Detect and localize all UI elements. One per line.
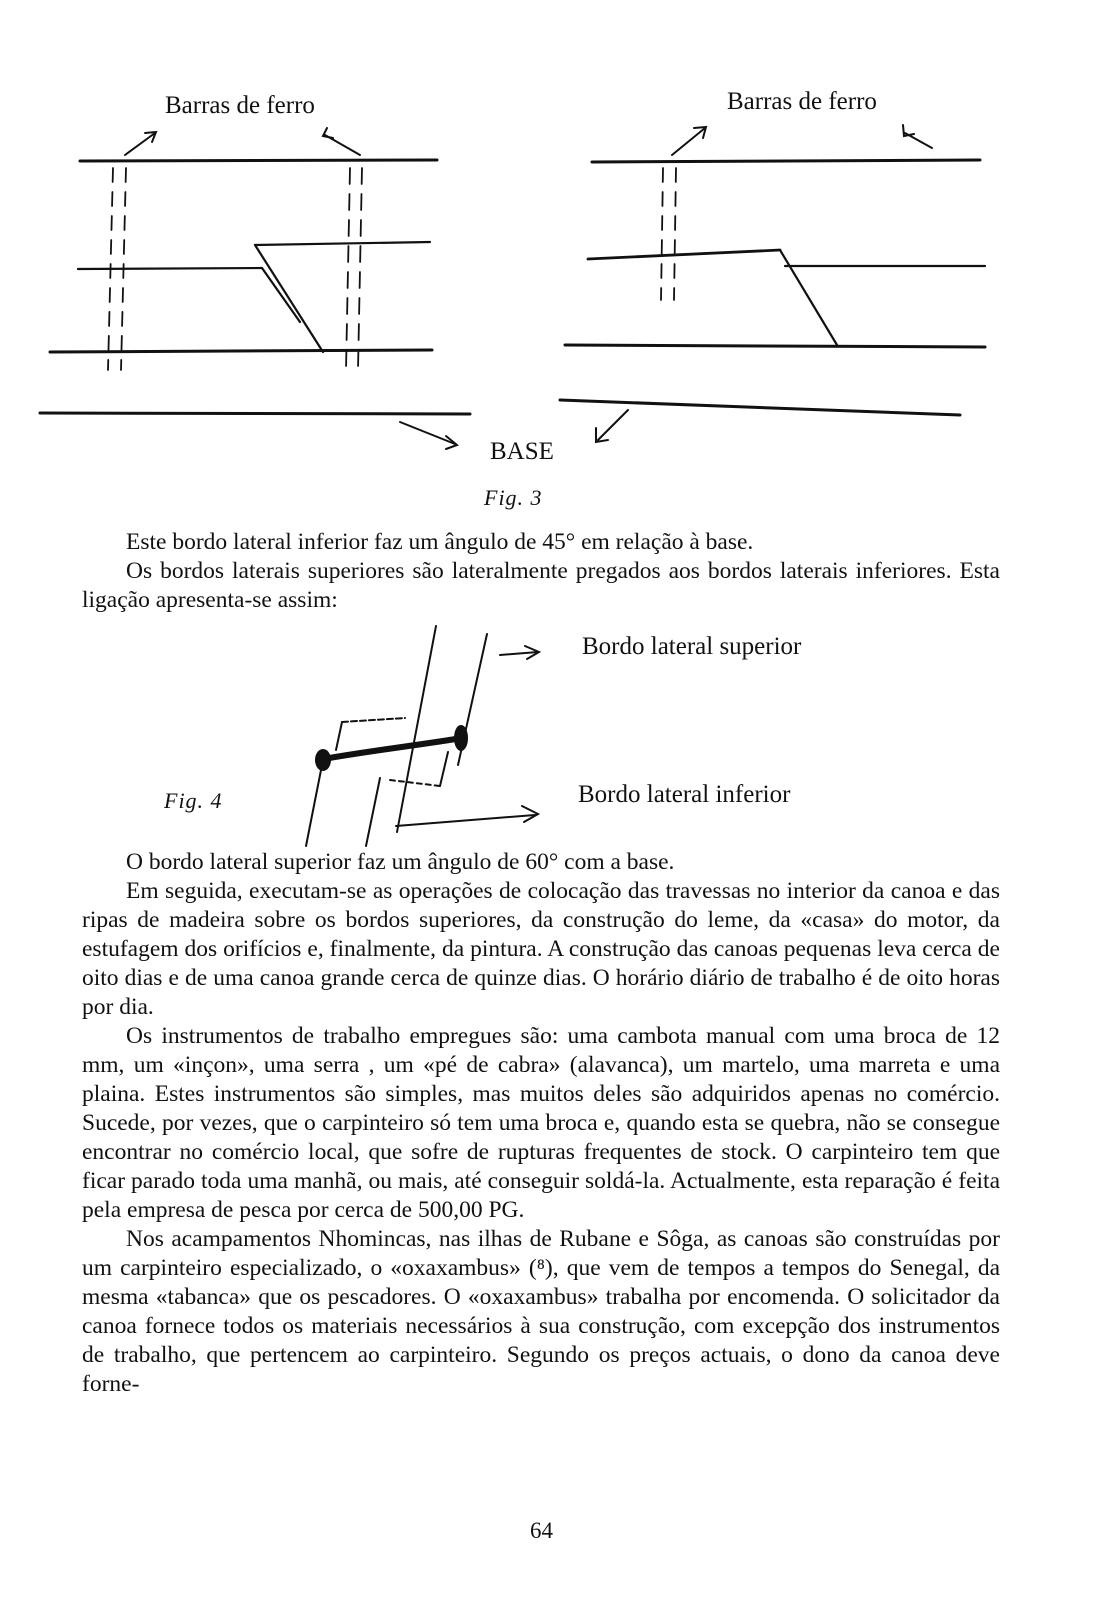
paragraph: Nos acampamentos Nhomincas, nas ilhas de Rubane e Sôga, as canoas são construídas por um carpinteiro especializado, o «oxaxambus» (⁸), que vem de tempos a tempos do Senegal, da mesma «tabanca» que os pescadores. O «oxaxambus» trabalha por encomenda. O solicitador da canoa fornece todos os materiais necessários à sua construção, com excepção dos instrumentos de trabalho, que pertencem ao carpinteiro. Segundo os preços actuais, o dono da canoa deve forne- xyxy=(82,1226,1000,1397)
text-block-2 xyxy=(82,848,1000,1399)
fig4-label-lower: Bordo lateral inferior xyxy=(578,781,791,808)
fig4-label-upper: Bordo lateral superior xyxy=(582,633,802,660)
page-number: 64 xyxy=(530,1518,553,1543)
paragraph: Em seguida, executam-se as operações de colocação das travessas no interior da canoa e das ripas de madeira sobre os bordos superiores, da construção do leme, da «casa» do motor, da estufagem dos orifícios e, finalmente, da pintura. A construção das canoas pequenas leva cerca de oito dias e de uma canoa grande cerca de quinze dias. O horário diário de trabalho é de oito horas por dia. xyxy=(82,878,1000,1020)
fig3-label-left: Barras de ferro xyxy=(165,92,315,119)
fig3-label-right: Barras de ferro xyxy=(727,88,877,115)
paragraph: Os instrumentos de trabalho empregues são: uma cambota manual com uma broca de 12 mm, um «inçon», uma serra , um «pé de cabra» (alavanca), um martelo, uma marreta e uma plaina. Estes instrumentos são simples, mas muitos deles são adquiridos apenas no comércio. Sucede, por vezes, que o carpinteiro só tem uma broca e, quando esta se quebra, não se consegue encontrar no comércio local, que sofre de rupturas frequentes de stock. O carpinteiro tem que ficar parado toda uma manhã, ou mais, até conseguir soldá-la. Actualmente, esta reparação é feita pela empresa de pesca por cerca de 500,00 PG. xyxy=(82,1023,1000,1223)
text-block-1 xyxy=(82,528,1000,615)
fig3-diagram xyxy=(0,0,1109,480)
fig3-caption: Fig. 3 xyxy=(484,485,543,510)
paragraph: Este bordo lateral inferior faz um ângulo de 45° em relação à base. xyxy=(126,529,754,555)
paragraph: O bordo lateral superior faz um ângulo de 60° com a base. xyxy=(126,849,675,875)
fig4-caption: Fig. 4 xyxy=(164,788,223,813)
paragraph: Os bordos laterais superiores são lateralmente pregados aos bordos laterais inferiores. Esta ligação apresenta-se assim: xyxy=(82,558,1000,613)
fig3-base-label: BASE xyxy=(490,438,554,465)
